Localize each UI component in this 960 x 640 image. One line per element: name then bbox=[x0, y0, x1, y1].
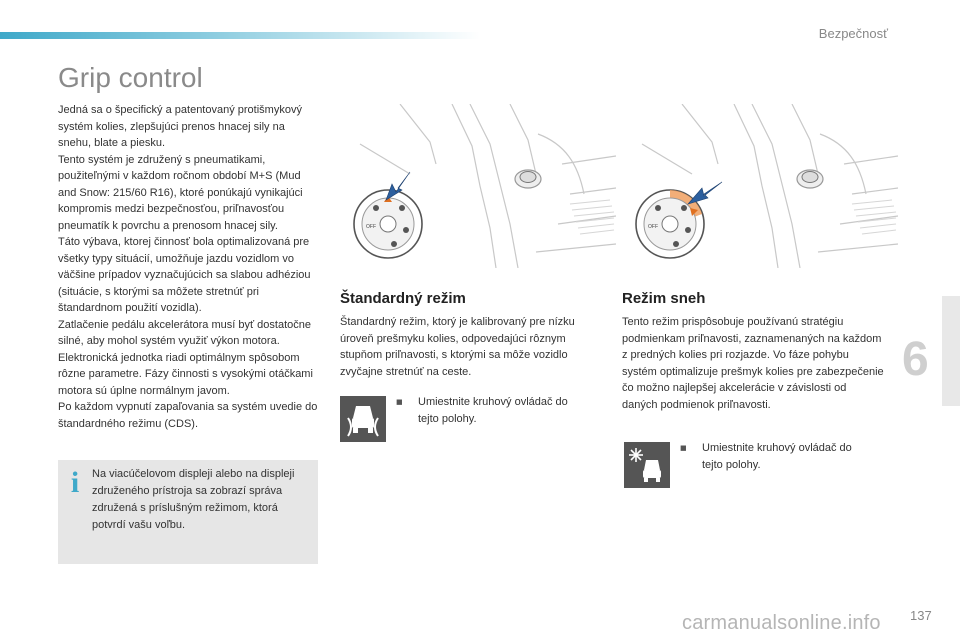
watermark: carmanualsonline.info bbox=[682, 612, 881, 634]
dial-mode-symbol bbox=[373, 205, 379, 211]
chapter-tab bbox=[942, 296, 960, 406]
standard-mode-text: Štandardný režim, ktorý je kalibrovaný pre nízku úroveň prešmyku kolies, odpovedajúci rôznym stupňom priľnavosti, s ktorými sa môže vozidlo zvyčajne stretnúť na ceste. bbox=[340, 316, 575, 378]
dial-mode-symbol bbox=[403, 227, 409, 233]
intro-paragraph: Tento systém je združený s pneumatikami, použiteľnými v každom ročnom období M+S (Mud and Snow: 215/60 R16), ktoré ponúkajú vynikajúci kompromis medzi bezpečnosťou, priľnavosťou pneumatík k povrchu a prenosom hnacej sily. bbox=[58, 153, 303, 232]
info-text: Na viacúčelovom displeji alebo na displeji združeného prístroja sa zobrazí správa združená s príslušným režimom, ktorá potvrdí vašu voľbu. bbox=[92, 468, 295, 531]
intro-paragraph: Táto výbava, ktorej činnosť bola optimalizovaná pre všetky typy situácií, umožňuje jazdu vozidlom vo väčšine prípadov vyznačujúcich sa slabou adhéziou (situácie, s ktorými sa môžete stretnúť pri štandardnom použití vozidla). bbox=[58, 236, 311, 314]
info-box bbox=[58, 460, 318, 564]
intro-paragraph: Zatlačenie pedálu akcelerátora musí byť dostatočne silné, aby mohol systém využiť výkon motora. Elektronická jednotka riadi optimálnym spôsobom rôzne parametre. Fázy činnosti s vysokými otáčkami motora sú úplne normálnym javom. bbox=[58, 318, 313, 397]
page-title: Grip control bbox=[58, 62, 203, 93]
snow-mode-instruction bbox=[680, 440, 866, 473]
dial-mode-symbol bbox=[673, 241, 679, 247]
rotary-dial-center bbox=[380, 216, 396, 232]
bullet-icon: ■ bbox=[680, 444, 687, 452]
pointer-arrow-icon bbox=[688, 182, 722, 204]
dial-off-label: OFF bbox=[366, 224, 376, 230]
instruction-text: Umiestnite kruhový ovládač do tejto polohy. bbox=[702, 442, 852, 471]
standard-mode-heading: Štandardný režim bbox=[340, 290, 466, 307]
standard-mode-instruction bbox=[396, 394, 582, 427]
intro-paragraph: Jedná sa o špecifický a patentovaný protišmykový systém kolies, zlepšujúci prenos hnacej sily na snehu, blate a piesku. bbox=[58, 104, 302, 149]
dial-mode-symbol bbox=[655, 205, 661, 211]
snow-mode-heading: Režim sneh bbox=[622, 290, 706, 307]
dial-mode-symbol bbox=[399, 205, 405, 211]
gear-knob bbox=[520, 172, 536, 183]
snow-mode-text: Tento režim prispôsobuje používanú stratégiu podmienkam priľnavosti, zaznamenaných na každom z predných kolies pri rozjazde. Vo fáze pohybu systém optimalizuje prešmyk kolies pre zabezpečenie čo možno najlepšej akcelerácie v závislosti od daných podmienok priľnavosti. bbox=[622, 316, 884, 411]
page-number: 137 bbox=[910, 608, 932, 623]
dial-mode-symbol bbox=[391, 241, 397, 247]
instruction-text: Umiestnite kruhový ovládač do tejto polohy. bbox=[418, 396, 568, 425]
chapter-number: 6 bbox=[902, 333, 929, 386]
section-title: Bezpečnosť bbox=[818, 26, 888, 41]
snow-mode-icon bbox=[624, 442, 670, 488]
dial-off-label: OFF bbox=[648, 224, 658, 230]
traction-standard-icon bbox=[340, 396, 386, 442]
bullet-icon: ■ bbox=[396, 398, 403, 406]
rotary-dial-center bbox=[662, 216, 678, 232]
intro-text bbox=[58, 102, 320, 432]
dial-mode-symbol bbox=[685, 227, 691, 233]
intro-paragraph: Po každom vypnutí zapaľovania sa systém uvedie do štandardného režimu (CDS). bbox=[58, 401, 318, 430]
snow-mode-illustration bbox=[622, 104, 898, 268]
dial-mode-symbol bbox=[681, 205, 687, 211]
standard-mode-illustration bbox=[340, 104, 616, 268]
header-accent-bar bbox=[0, 32, 480, 39]
gear-knob bbox=[802, 172, 818, 183]
info-i-icon: i bbox=[70, 466, 80, 499]
